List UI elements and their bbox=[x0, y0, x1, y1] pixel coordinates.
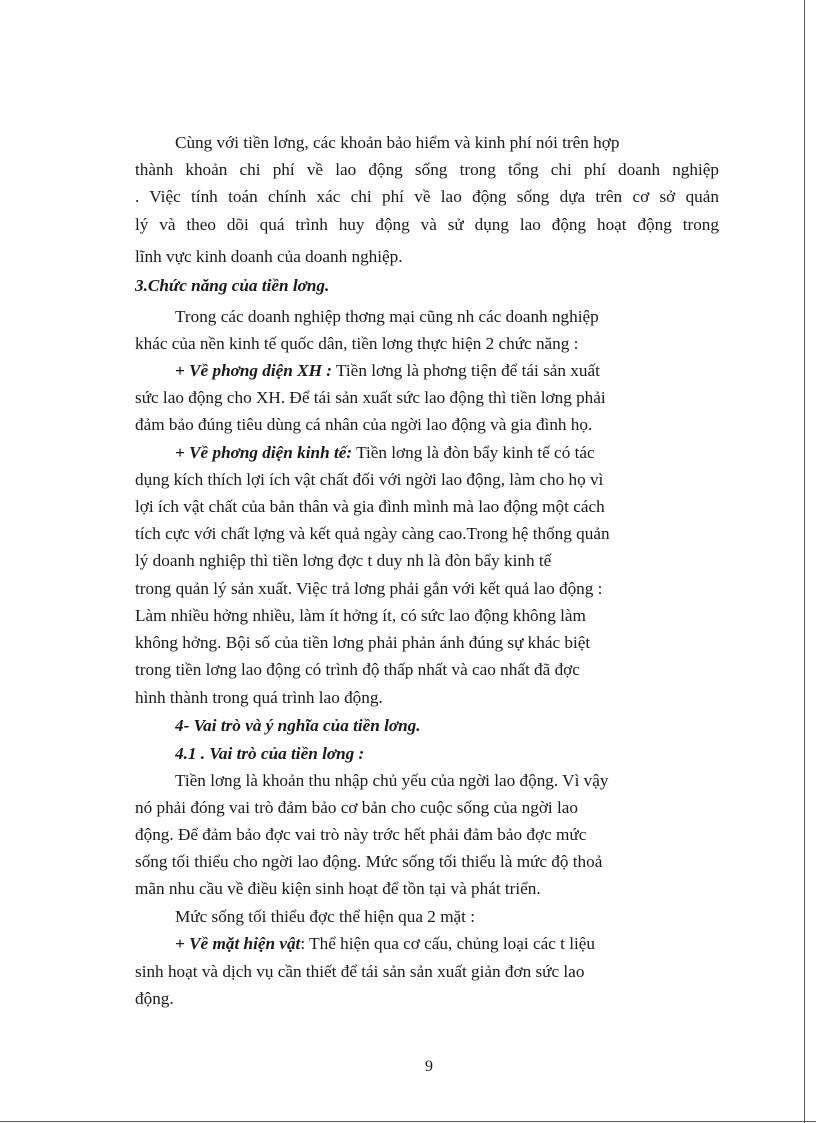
paragraph-line: Mức sống tối thiểu đợc thể hiện qua 2 mặt : bbox=[175, 907, 476, 926]
paragraph-line: . Việc tính toán chính xác chi phí về lao động sống dựa trên cơ sở quản bbox=[135, 187, 719, 206]
lead-text: + Về phơng diện XH : bbox=[175, 361, 333, 380]
paragraph-line: Làm nhiều hởng nhiều, làm ít hởng ít, có sức lao động không làm bbox=[135, 606, 586, 625]
paragraph-line: khác của nền kinh tế quốc dân, tiền lơng thực hiện 2 chức năng : bbox=[135, 334, 579, 353]
lead-text: + Về mặt hiện vật bbox=[175, 934, 301, 953]
lead-text: + Về phơng diện kinh tế: bbox=[175, 443, 353, 462]
paragraph-line: không hởng. Bội số của tiền lơng phải phản ánh đúng sự khác biệt bbox=[135, 633, 591, 652]
paragraph-line: mãn nhu cầu về điều kiện sinh hoạt để tồn tại và phát triển. bbox=[135, 879, 541, 898]
paragraph-line: trong tiền lơng lao động có trình độ thấp nhất và cao nhất đã đợc bbox=[135, 660, 580, 679]
page-frame-right bbox=[804, 0, 805, 1123]
paragraph-line: thành khoản chi phí về lao động sống trong tổng chi phí doanh nghiệp bbox=[135, 160, 719, 179]
section-heading: 3.Chức năng của tiền lơng. bbox=[135, 276, 330, 295]
subsection-heading: 4.1 . Vai trò của tiền lơng : bbox=[175, 744, 365, 763]
paragraph-line: + Về phơng diện XH : Tiền lơng là phơng tiện để tái sản xuất bbox=[175, 361, 600, 380]
paragraph-line: Trong các doanh nghiệp thơng mại cũng nh các doanh nghiệp bbox=[175, 307, 599, 326]
paragraph-line: lý doanh nghiệp thì tiền lơng đợc t duy nh là đòn bẩy kinh tế bbox=[135, 551, 552, 570]
paragraph-line: dụng kích thích lợi ích vật chất đối với ngời lao động, làm cho họ vì bbox=[135, 470, 604, 489]
paragraph-line: sinh hoạt và dịch vụ cần thiết để tái sản sản xuất giản đơn sức lao bbox=[135, 962, 585, 981]
section-heading: 4- Vai trò và ý nghĩa của tiền lơng. bbox=[175, 716, 421, 735]
paragraph-line: lý và theo dõi quá trình huy động và sử dụng lao động hoạt động trong bbox=[135, 215, 719, 234]
paragraph-line: tích cực với chất lợng và kết quả ngày càng cao.Trong hệ thống quản bbox=[135, 524, 610, 543]
paragraph-line: Cùng với tiền lơng, các khoản bảo hiểm và kinh phí nói trên hợp bbox=[175, 133, 620, 152]
paragraph-line: trong quản lý sản xuất. Việc trả lơng phải gắn với kết quả lao động : bbox=[135, 579, 603, 598]
paragraph-line: sống tối thiểu cho ngời lao động. Mức sống tối thiểu là mức độ thoả bbox=[135, 852, 603, 871]
paragraph-line: động. bbox=[135, 989, 174, 1008]
paragraph-line: hình thành trong quá trình lao động. bbox=[135, 688, 383, 707]
page-frame-bottom bbox=[0, 1121, 816, 1122]
paragraph-line: động. Để đảm bảo đợc vai trò này trớc hết phải đảm bảo đợc mức bbox=[135, 825, 587, 844]
paragraph-line: + Về phơng diện kinh tế: Tiền lơng là đòn bẩy kinh tế có tác bbox=[175, 443, 595, 462]
paragraph-line: lợi ích vật chất của bản thân và gia đình mình mà lao động một cách bbox=[135, 497, 605, 516]
paragraph-line: + Về mặt hiện vật: Thể hiện qua cơ cấu, chủng loại các t liệu bbox=[175, 934, 595, 953]
paragraph-line: đảm bảo đúng tiêu dùng cá nhân của ngời lao động và gia đình họ. bbox=[135, 415, 593, 434]
page-number: 9 bbox=[425, 1058, 433, 1075]
paragraph-line: sức lao động cho XH. Để tái sản xuất sức lao động thì tiền lơng phải bbox=[135, 388, 606, 407]
paragraph-line: Tiền lơng là khoản thu nhập chủ yếu của ngời lao động. Vì vậy bbox=[175, 771, 609, 790]
paragraph-line: lĩnh vực kinh doanh của doanh nghiệp. bbox=[135, 247, 403, 266]
paragraph-line: nó phải đóng vai trò đảm bảo cơ bản cho cuộc sống của ngời lao bbox=[135, 798, 578, 817]
